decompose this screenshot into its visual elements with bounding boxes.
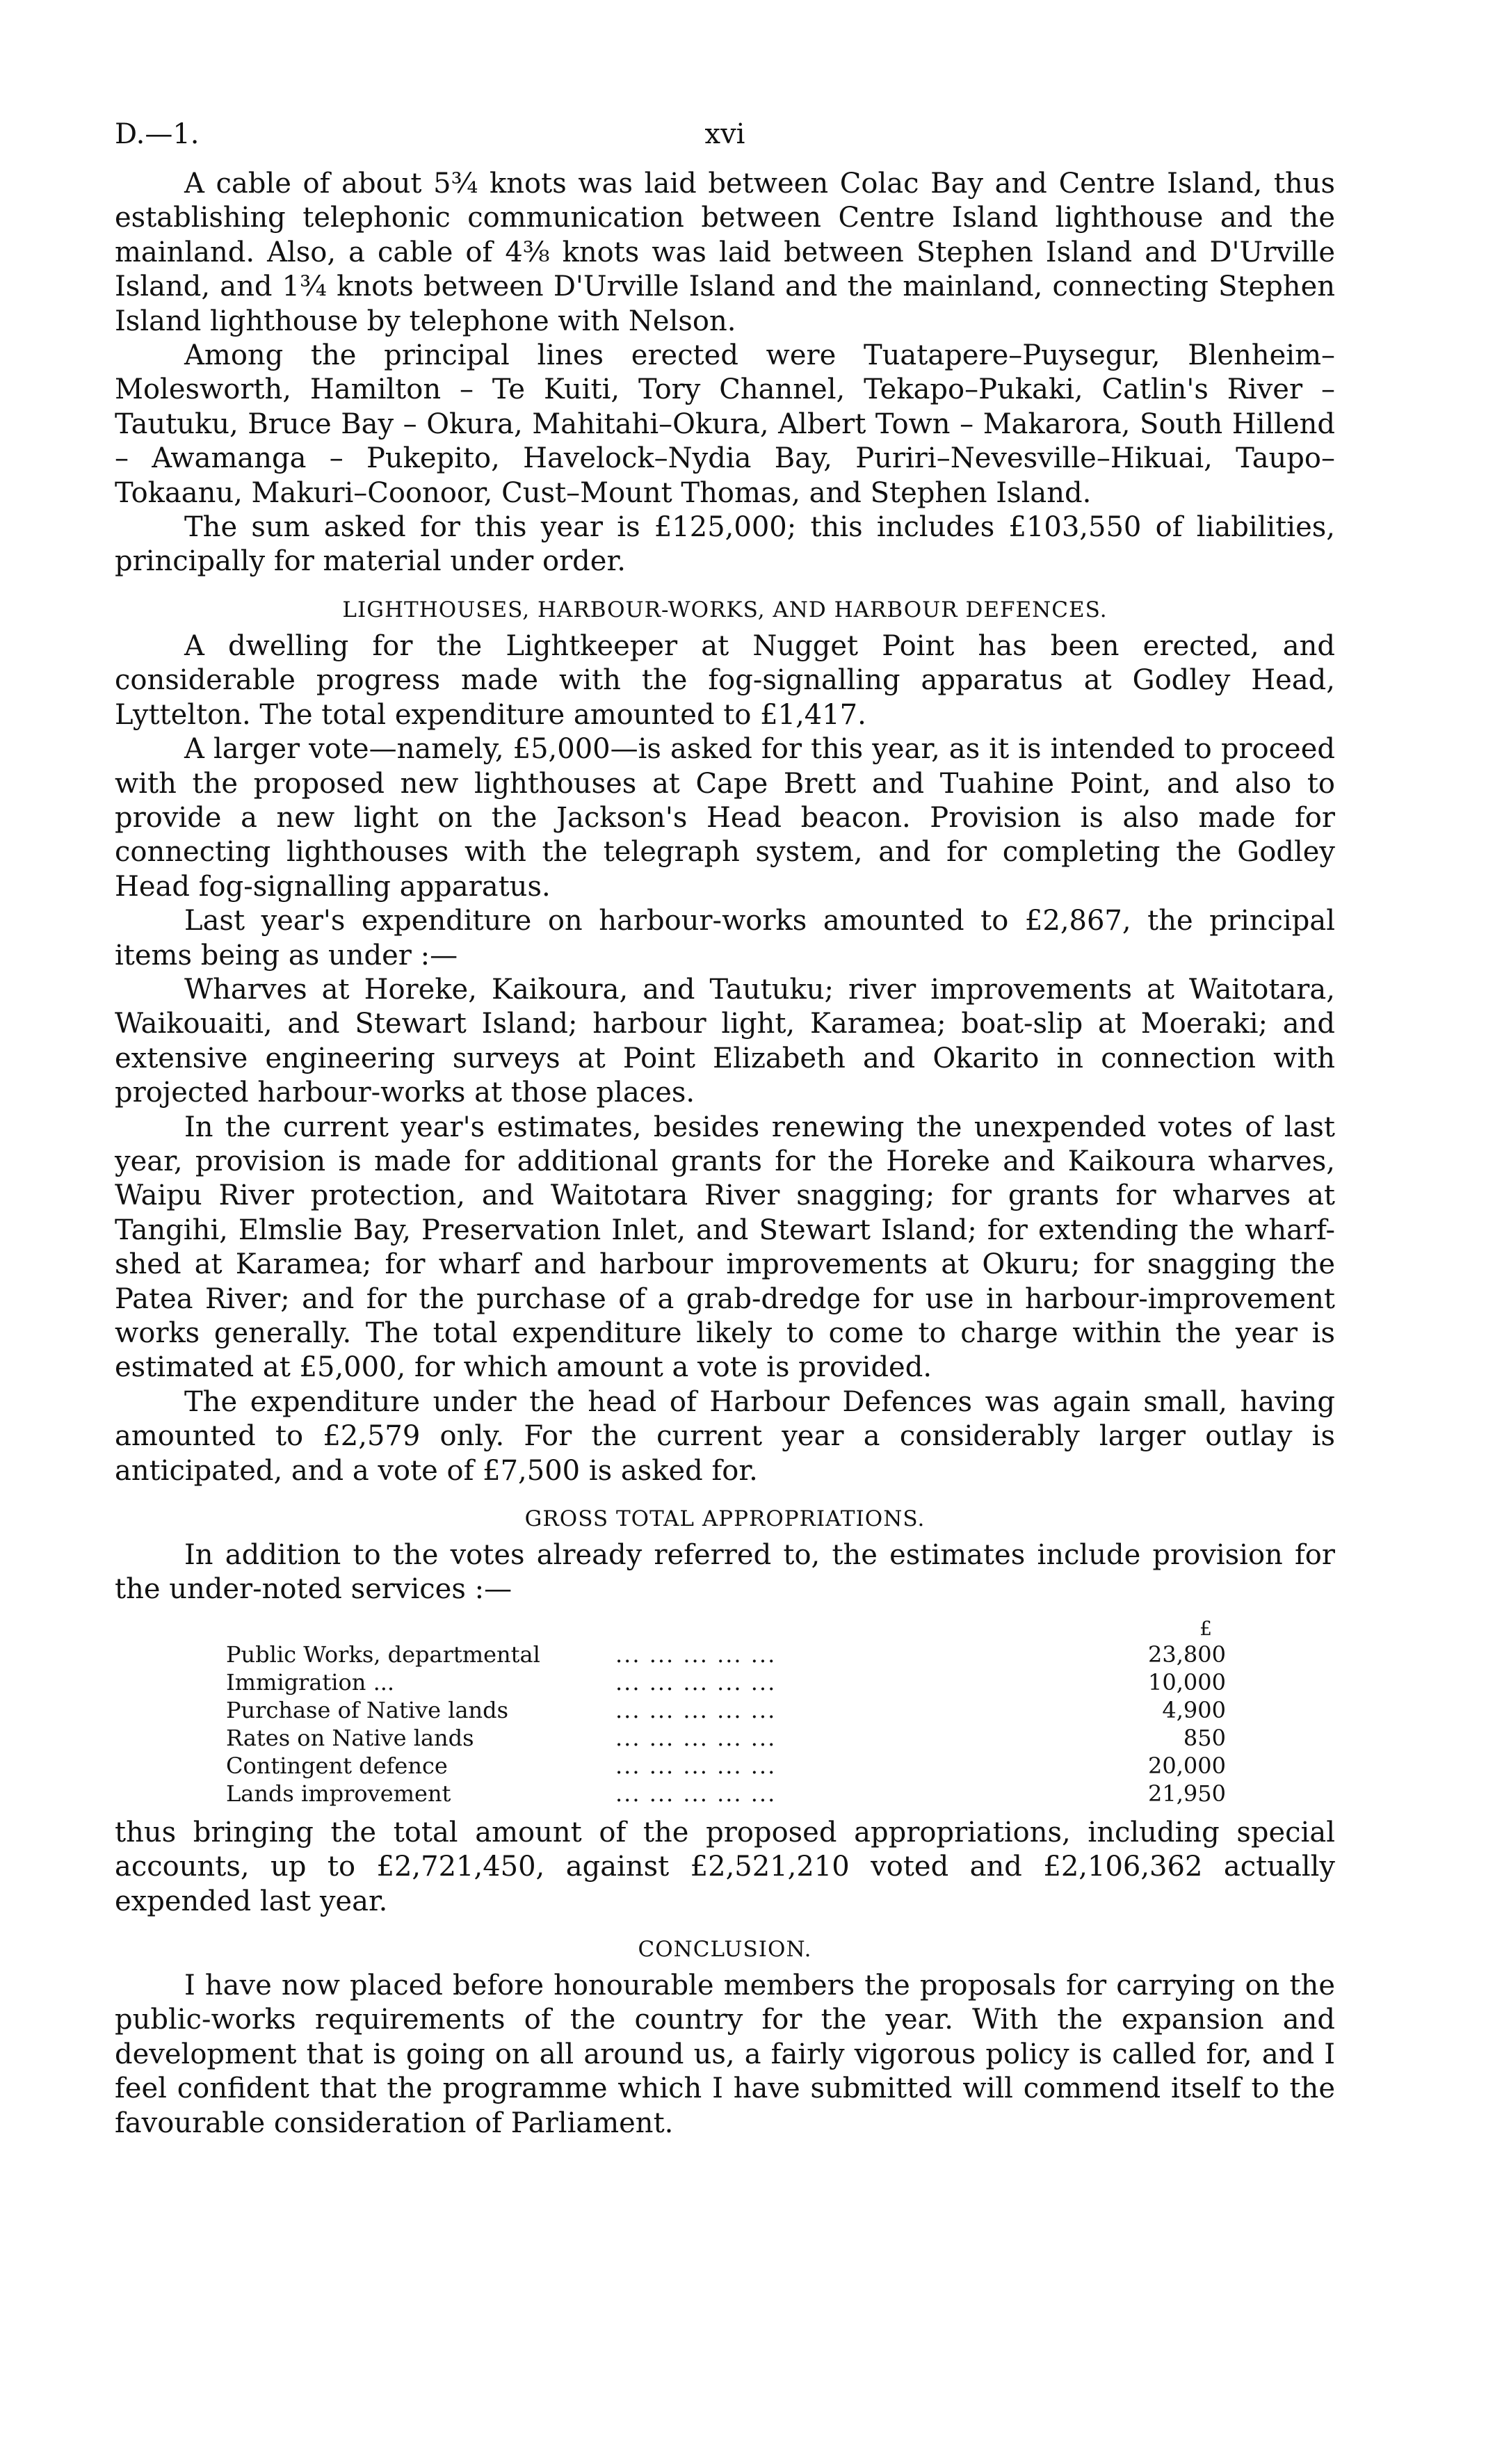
page-header — [115, 118, 1335, 167]
services-table — [226, 1617, 1226, 1807]
lighthouses-section — [115, 597, 1335, 1488]
leader-dots: ... ... ... ... ... — [615, 1752, 777, 1779]
service-amount: 4,900 — [1162, 1696, 1226, 1723]
service-name: Rates on Native lands — [226, 1724, 474, 1751]
leader-dots: ... ... ... ... ... — [615, 1668, 777, 1696]
service-amount: 20,000 — [1148, 1752, 1226, 1779]
service-name: Public Works, departmental — [226, 1641, 540, 1668]
table-row — [226, 1668, 1226, 1696]
table-row — [226, 1724, 1226, 1752]
paragraph-harbour-defences: The expenditure under the head of Harbour Defences was again small, having amounted to £2,579 only. For the current year a considerably larger outlay is anticipated, and a vote of £7,500 is asked for. — [115, 1385, 1335, 1487]
currency-unit: £ — [1199, 1616, 1212, 1640]
conclusion-section — [115, 1937, 1335, 2141]
paragraph-harbour-expenditure: Last year's expenditure on harbour-works amounted to £2,867, the principal items being as under :— — [115, 905, 1335, 972]
table-row — [226, 1752, 1226, 1780]
paragraph-current-estimates: In the current year's estimates, besides renewing the unexpended votes of last year, provision is made for additional grants for the Horeke and Kaikoura wharves, Waipu River protection, and Waitotara River snagging; for grants for wharves at Tangihi, Elmslie Bay, Preservation Inlet, and Stewart Island; for extending the wharf-shed at Karamea; for wharf and harbour improvements at Okuru; for snagging the Patea River; and for the purchase of a grab-dredge for use in harbour-improvement works generally. The total expenditure likely to come to charge within the year is estimated at £5,000, for which amount a vote is provided. — [115, 1111, 1335, 1384]
paragraph-conclusion: I have now placed before honourable members the proposals for carrying on the public-works requirements of the country for the year. With the expansion and development that is going on all around us, a fairly vigorous policy is called for, and I feel confident that the programme which I have submitted will commend itself to the favourable consideration of Parliament. — [115, 1970, 1335, 2139]
document-page — [115, 118, 1335, 2141]
service-name: Contingent defence — [226, 1752, 448, 1779]
table-row — [226, 1641, 1226, 1668]
page-number: xvi — [704, 118, 745, 150]
service-name: Lands improvement — [226, 1780, 451, 1807]
paragraph-wharves: Wharves at Horeke, Kaikoura, and Tautuku; river improvements at Waitotara, Waikouaiti, and Stewart Island; harbour light, Karamea; boat-slip at Moeraki; and extensive engineering surveys at Point Elizabeth and Okarito in connection with projected harbour-works at those places. — [115, 973, 1335, 1109]
paragraph-lines-erected: Among the principal lines erected were Tuatapere–Puysegur, Blenheim–Molesworth, Hamilton – Te Kuiti, Tory Channel, Tekapo–Pukaki, Catlin's River – Tautuku, Bruce Bay – Okura, Mahitahi–Okura, Albert Town – Makarora, South Hillend – Awamanga – Pukepito, Havelock–Nydia Bay, Puriri–Nevesville–Hikuai, Taupo–Tokaanu, Makuri–Coonoor, Cust–Mount Thomas, and Stephen Island. — [115, 339, 1335, 509]
paragraph-nugget-point: A dwelling for the Lightkeeper at Nugget Point has been erected, and considerable progress made with the fog-signalling apparatus at Godley Head, Lyttelton. The total expenditure amounted to £1,417. — [115, 629, 1335, 731]
appropriations-section — [115, 1506, 1335, 1919]
service-amount: 23,800 — [1148, 1641, 1226, 1668]
paragraph-larger-vote: A larger vote—namely, £5,000—is asked for this year, as it is intended to proceed with the proposed new lighthouses at Cape Brett and Tuahine Point, and also to provide a new light on the Jackson's Head beacon. Provision is also made for connecting lighthouses with the telegraph system, and for completing the Godley Head fog-signalling apparatus. — [115, 733, 1335, 903]
service-amount: 10,000 — [1148, 1668, 1226, 1696]
conclusion-heading: CONCLUSION. — [638, 1937, 812, 1963]
leader-dots: ... ... ... ... ... — [615, 1724, 777, 1751]
table-row — [226, 1780, 1226, 1807]
service-amount: 21,950 — [1148, 1780, 1226, 1807]
document-reference: D.—1. — [115, 118, 200, 150]
telegraph-section — [115, 167, 1335, 579]
service-amount: 850 — [1183, 1724, 1226, 1751]
leader-dots: ... ... ... ... ... — [615, 1780, 777, 1807]
services-unit-row — [226, 1617, 1226, 1641]
table-row — [226, 1696, 1226, 1724]
paragraph-total-appropriations: thus bringing the total amount of the proposed appropriations, including special accounts, up to £2,721,450, against £2,521,210 voted and £2,106,362 actually expended last year. — [115, 1816, 1335, 1917]
appropriations-heading: GROSS TOTAL APPROPRIATIONS. — [524, 1506, 926, 1532]
service-name: Immigration ... — [226, 1668, 395, 1696]
lighthouses-heading: LIGHTHOUSES, HARBOUR-WORKS, AND HARBOUR DEFENCES. — [342, 597, 1108, 622]
paragraph-appropriations-intro: In addition to the votes already referred to, the estimates include provision for the under-noted services :— — [115, 1539, 1335, 1606]
paragraph-sum-asked: The sum asked for this year is £125,000; this includes £103,550 of liabilities, principally for material under order. — [115, 511, 1335, 578]
paragraph-cables: A cable of about 5¾ knots was laid between Colac Bay and Centre Island, thus establishing telephonic communication between Centre Island lighthouse and the mainland. Also, a cable of 4⅜ knots was laid between Stephen Island and D'Urville Island, and 1¾ knots between D'Urville Island and the mainland, connecting Stephen Island lighthouse by telephone with Nelson. — [115, 168, 1335, 337]
leader-dots: ... ... ... ... ... — [615, 1696, 777, 1723]
leader-dots: ... ... ... ... ... — [615, 1641, 777, 1668]
service-name: Purchase of Native lands — [226, 1696, 509, 1723]
